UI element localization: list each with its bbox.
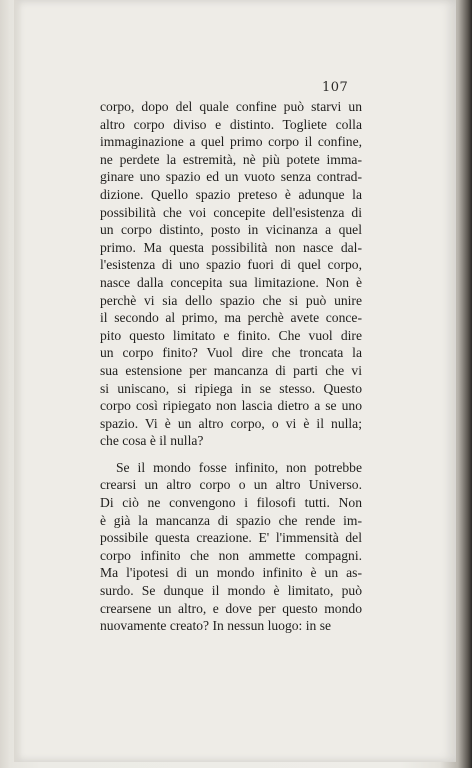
text-line: surdo. Se dunque il mondo è limitato, può <box>100 583 362 599</box>
text-line: nasce dalla concepita sua limitazione. Non è <box>100 274 362 290</box>
text-line: Se il mondo fosse infinito, non potrebbe <box>116 459 362 475</box>
text-line: che cosa è il nulla? <box>100 433 204 449</box>
text-line: un corpo distinto, posto in vicinanza a quel <box>100 222 362 238</box>
page-number: 107 <box>322 80 349 95</box>
text-line: crearsene un altro, e dove per questo mondo <box>100 600 362 616</box>
book-page <box>14 0 456 762</box>
text-line: ginare uno spazio ed un vuoto senza contrad- <box>100 169 362 185</box>
text-line: Ma l'ipotesi di un mondo infinito è un as- <box>100 565 362 581</box>
text-line: è già la mancanza di spazio che rende im- <box>100 512 362 528</box>
text-line: pito questo limitato e finito. Che vuol dire <box>100 327 362 343</box>
text-line: dizione. Quello spazio preteso è adunque la <box>100 186 362 202</box>
text-line: corpo infinito che non ammette compagni. <box>100 547 362 563</box>
text-line: immaginazione a quel primo corpo il confine, <box>100 134 362 150</box>
text-line: corpo, dopo del quale confine può starvi un <box>100 99 362 114</box>
text-line: crearsi un altro corpo o un altro Universo. <box>100 477 362 493</box>
text-line: altro corpo diviso e distinto. Togliete colla <box>100 116 362 132</box>
text-line: perchè vi sia dello spazio che si può unire <box>100 292 362 308</box>
paragraph-1 <box>100 98 362 450</box>
text-line: sua estensione per mancanza di parti che vi <box>100 362 362 378</box>
text-line: si uniscano, si ripiega in se stesso. Questo <box>100 380 362 396</box>
text-line: primo. Ma questa possibilità non nasce dal- <box>100 239 362 255</box>
page-gutter-shadow <box>14 0 22 762</box>
text-line: Di ciò ne convengono i filosofi tutti. Non <box>100 495 362 511</box>
text-line: corpo così ripiegato non lascia dietro a se uno <box>100 398 362 414</box>
text-line: ne perdete la estremità, nè più potete imma- <box>100 151 362 167</box>
paragraph-gap <box>100 450 362 459</box>
text-line: nuovamente creato? In nessun luogo: in se <box>100 618 332 634</box>
text-line: spazio. Vi è un altro corpo, o vi è il nulla; <box>100 415 362 431</box>
text-line: possibile questa creazione. E' l'immensità del <box>100 530 362 546</box>
text-line: un corpo finito? Vuol dire che troncata la <box>100 345 362 361</box>
body-text <box>100 98 362 635</box>
text-line: possibilità che voi concepite dell'esistenza di <box>100 204 362 220</box>
paragraph-2 <box>100 459 362 635</box>
text-line: il secondo al primo, ma perchè avete conce- <box>100 310 362 326</box>
text-line: l'esistenza di uno spazio fuori di quel corpo, <box>100 257 362 273</box>
